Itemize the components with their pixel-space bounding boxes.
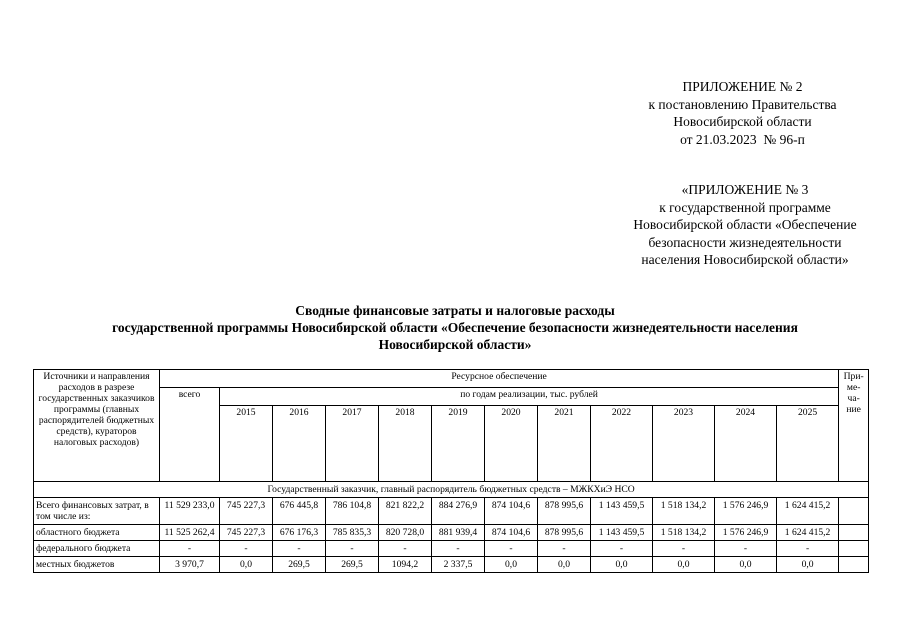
header-year: 2019: [432, 406, 485, 482]
row-year-value: 1 576 246,9: [715, 525, 777, 541]
appendix-3-header: [595, 181, 895, 269]
appendix-3-line-2: к государственной программе: [659, 199, 831, 215]
header-year: 2016: [273, 406, 326, 482]
appendix-2-line-1: ПРИЛОЖЕНИЕ № 2: [682, 79, 803, 94]
row-total: 11 529 233,0: [160, 498, 220, 525]
header-resources: Ресурсное обеспечение: [160, 370, 839, 388]
row-year-value: -: [273, 541, 326, 557]
row-year-value: 1094,2: [379, 557, 432, 573]
row-year-value: -: [777, 541, 839, 557]
row-year-value: 0,0: [653, 557, 715, 573]
header-year: 2022: [591, 406, 653, 482]
header-year: 2018: [379, 406, 432, 482]
row-year-value: 1 143 459,5: [591, 498, 653, 525]
row-total: 3 970,7: [160, 557, 220, 573]
row-year-value: 820 728,0: [379, 525, 432, 541]
header-year: 2025: [777, 406, 839, 482]
appendix-3-line-1: «ПРИЛОЖЕНИЕ № 3: [681, 182, 809, 197]
row-year-value: 1 624 415,2: [777, 525, 839, 541]
row-year-value: -: [485, 541, 538, 557]
row-year-value: -: [591, 541, 653, 557]
row-year-value: 2 337,5: [432, 557, 485, 573]
row-year-value: 0,0: [777, 557, 839, 573]
row-note: [839, 557, 869, 573]
row-year-value: 676 445,8: [273, 498, 326, 525]
row-year-value: 874 104,6: [485, 525, 538, 541]
row-year-value: 0,0: [485, 557, 538, 573]
row-year-value: 745 227,3: [220, 498, 273, 525]
appendix-3-line-5: населения Новосибирской области»: [641, 252, 849, 267]
row-label: федерального бюджета: [34, 541, 160, 557]
row-year-value: -: [326, 541, 379, 557]
header-total: всего: [160, 388, 220, 482]
row-year-value: 745 227,3: [220, 525, 273, 541]
header-note: При-ме-ча-ние: [839, 370, 869, 482]
row-year-value: 1 624 415,2: [777, 498, 839, 525]
row-year-value: -: [653, 541, 715, 557]
table-row: [34, 525, 869, 541]
row-year-value: 821 822,2: [379, 498, 432, 525]
row-year-value: 881 939,4: [432, 525, 485, 541]
row-year-value: 0,0: [715, 557, 777, 573]
appendix-2-line-3: Новосибирской области: [673, 114, 812, 129]
row-year-value: -: [220, 541, 273, 557]
appendix-2-header: [600, 78, 885, 148]
row-year-value: 1 518 134,2: [653, 498, 715, 525]
row-year-value: 269,5: [273, 557, 326, 573]
document-title: [40, 302, 870, 353]
row-year-value: 1 518 134,2: [653, 525, 715, 541]
row-year-value: -: [538, 541, 591, 557]
row-year-value: 0,0: [591, 557, 653, 573]
row-year-value: 0,0: [220, 557, 273, 573]
row-year-value: 1 576 246,9: [715, 498, 777, 525]
title-line-2: государственной программы Новосибирской области «Обеспечение безопасности жизнедеятельности населения: [112, 320, 798, 335]
row-total: 11 525 262,4: [160, 525, 220, 541]
row-note: [839, 541, 869, 557]
title-line-3: Новосибирской области»: [378, 337, 532, 352]
header-year: 2021: [538, 406, 591, 482]
header-year: 2015: [220, 406, 273, 482]
row-year-value: 785 835,3: [326, 525, 379, 541]
row-year-value: -: [379, 541, 432, 557]
row-year-value: -: [432, 541, 485, 557]
header-sources: Источники и направления расходов в разрезе государственных заказчиков программы (главных распорядителей бюджетных средств), кураторов налоговых расходов): [34, 370, 160, 482]
table-row: [34, 557, 869, 573]
appendix-2-line-4: от 21.03.2023 № 96-п: [680, 131, 805, 147]
row-year-value: 269,5: [326, 557, 379, 573]
header-year: 2024: [715, 406, 777, 482]
header-year: 2017: [326, 406, 379, 482]
table-row: [34, 498, 869, 525]
row-total: -: [160, 541, 220, 557]
row-year-value: -: [715, 541, 777, 557]
header-year: 2020: [485, 406, 538, 482]
row-year-value: 878 995,6: [538, 498, 591, 525]
row-year-value: 884 276,9: [432, 498, 485, 525]
appendix-3-line-4: безопасности жизнедеятельности: [648, 234, 842, 250]
row-year-value: 786 104,8: [326, 498, 379, 525]
table-row: [34, 541, 869, 557]
row-year-value: 1 143 459,5: [591, 525, 653, 541]
row-label: областного бюджета: [34, 525, 160, 541]
title-line-1: Сводные финансовые затраты и налоговые расходы: [295, 303, 615, 318]
financial-table: [33, 369, 869, 573]
appendix-3-line-3: Новосибирской области «Обеспечение: [633, 217, 857, 232]
row-year-value: 874 104,6: [485, 498, 538, 525]
header-year: 2023: [653, 406, 715, 482]
row-note: [839, 525, 869, 541]
row-year-value: 878 995,6: [538, 525, 591, 541]
row-year-value: 676 176,3: [273, 525, 326, 541]
header-by-years: по годам реализации, тыс. рублей: [220, 388, 839, 406]
appendix-2-line-2: к постановлению Правительства: [648, 96, 837, 112]
row-label: Всего финансовых затрат, в том числе из:: [34, 498, 160, 525]
row-note: [839, 498, 869, 525]
row-label: местных бюджетов: [34, 557, 160, 573]
row-year-value: 0,0: [538, 557, 591, 573]
section-row: Государственный заказчик, главный распорядитель бюджетных средств – МЖКХиЭ НСО: [34, 482, 869, 498]
